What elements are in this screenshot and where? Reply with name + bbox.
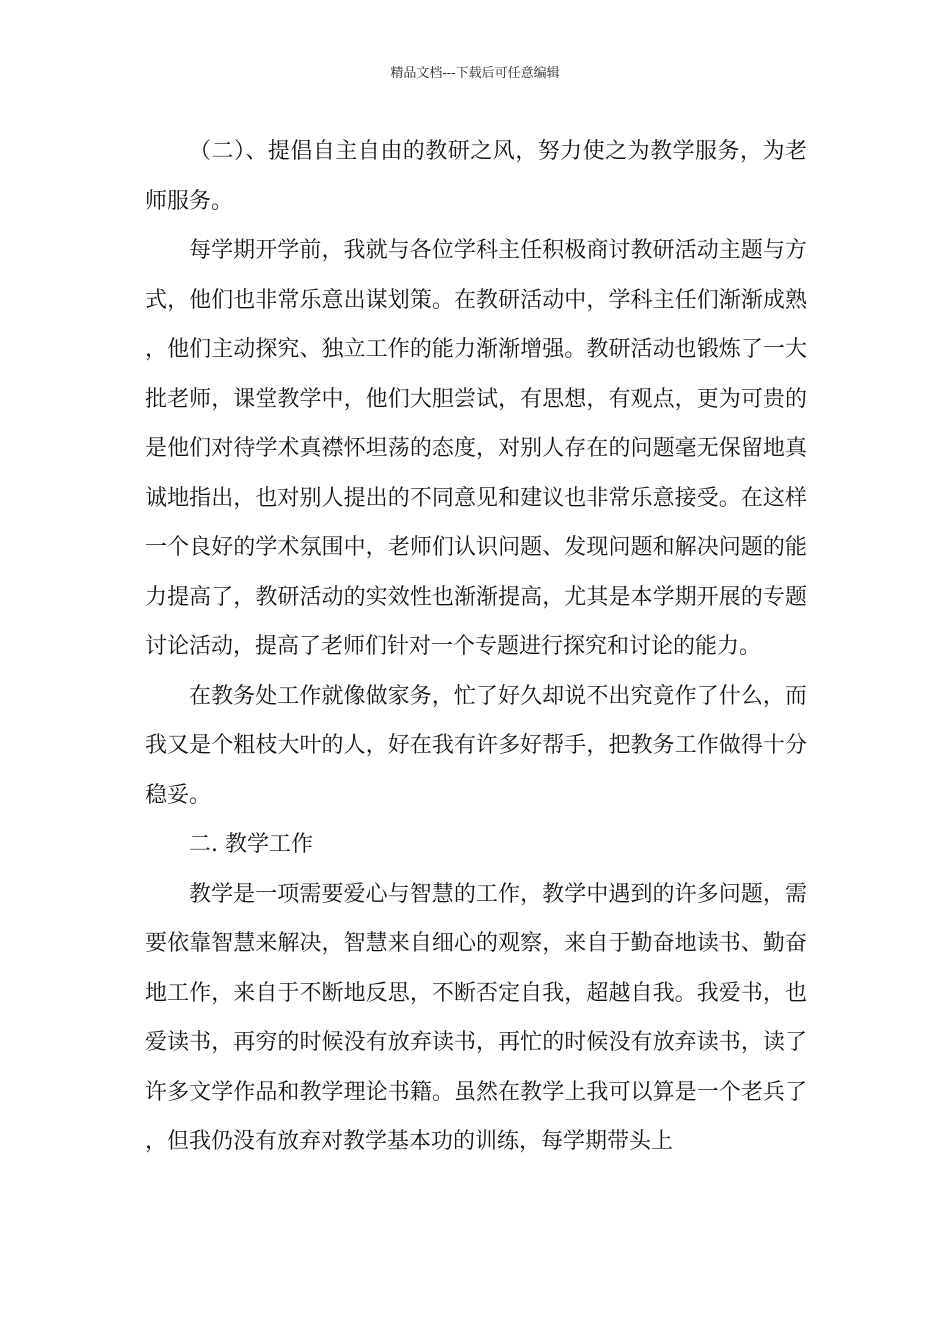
paragraph-section-two-heading: （二）、提倡自主自由的教研之风，努力使之为教学服务，为老师服务。 <box>145 139 807 214</box>
page-header: 精品文档---下载后可任意编辑 <box>390 66 560 81</box>
section-heading-teaching-work: 二. 教学工作 <box>189 832 313 857</box>
paragraph-academic-affairs: 在教务处工作就像做家务，忙了好久却说不出究竟作了什么，而我又是个粗枝大叶的人，好在我有许多好帮手，把教务工作做得十分稳妥。 <box>145 683 807 808</box>
document-body <box>145 127 807 1167</box>
paragraph-teaching-research: 每学期开学前，我就与各位学科主任积极商讨教研活动主题与方式，他们也非常乐意出谋划策。在教研活动中，学科主任们渐渐成熟，他们主动探究、独立工作的能力渐渐增强。教研活动也锻炼了一大批老师，课堂教学中，他们大胆尝试，有思想，有观点，更为可贵的是他们对待学术真襟怀坦荡的态度，对别人存在的问题毫无保留地真诚地指出，也对别人提出的不同意见和建议也非常乐意接受。在这样一个良好的学术氛围中，老师们认识问题、发现问题和解决问题的能力提高了，教研活动的实效性也渐渐提高，尤其是本学期开展的专题讨论活动，提高了老师们针对一个专题进行探究和讨论的能力。 <box>145 238 807 659</box>
paragraph-teaching: 教学是一项需要爱心与智慧的工作，教学中遇到的许多问题，需要依靠智慧来解决，智慧来自细心的观察，来自于勤奋地读书、勤奋地工作，来自于不断地反思，不断否定自我，超越自我。我爱书，也爱读书，再穷的时候没有放弃读书，再忙的时候没有放弃读书，读了许多文学作品和教学理论书籍。虽然在教学上我可以算是一个老兵了，但我仍没有放弃对教学基本功的训练，每学期带头上 <box>145 881 807 1154</box>
